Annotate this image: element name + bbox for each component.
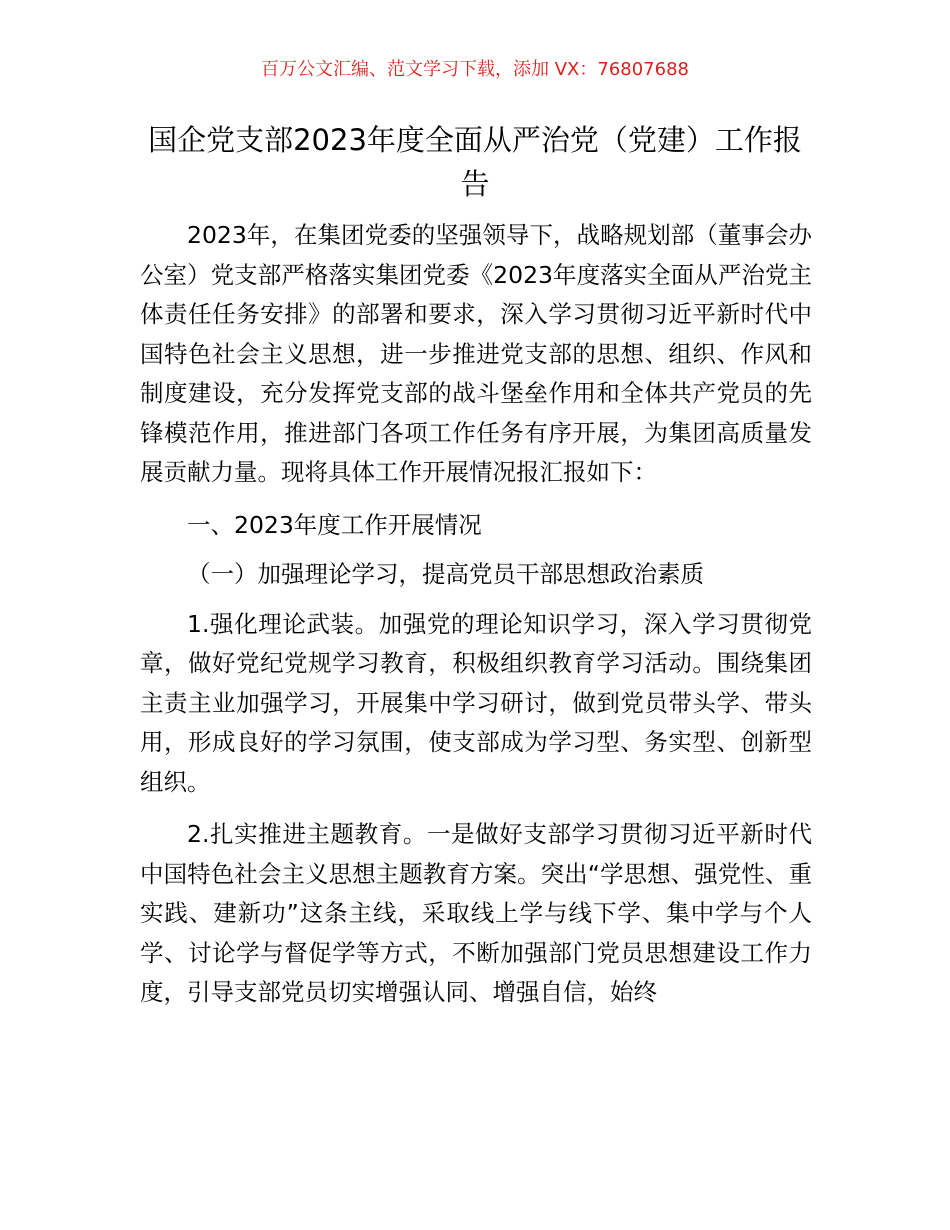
intro-paragraph: 2023年，在集团党委的坚强领导下，战略规划部（董事会办公室）党支部严格落实集团党委《2023年度落实全面从严治党主体责任任务安排》的部署和要求，深入学习贯彻习近平新时代中国特色社会主义思想，进一步推进党支部的思想、组织、作风和制度建设，充分发挥党支部的战斗堡垒作用和全体共产党员的先锋模范作用，推进部门各项工作任务有序开展，为集团高质量发展贡献力量。现将具体工作开展情况报汇报如下：: [140, 221, 812, 486]
section-heading: 一、2023年度工作开展情况: [187, 510, 482, 539]
subsection-heading: （一）加强理论学习，提高党员干部思想政治素质: [187, 560, 704, 588]
document-title: 国企党支部2023年度全面从严治党（党建）工作报告: [148, 123, 802, 201]
document-body: [140, 216, 812, 1026]
body-paragraph: 2.扎实推进主题教育。一是做好支部学习贯彻习近平新时代中国特色社会主义思想主题教育方案。突出“学思想、强党性、重实践、建新功”这条主线，采取线上学与线下学、集中学与个人学、讨论学与督促学等方式，不断加强部门党员思想建设工作力度，引导支部党员切实增强认同、增强自信，始终: [140, 820, 812, 1006]
body-paragraph: 1.强化理论武装。加强党的理论知识学习，深入学习贯彻党章，做好党纪党规学习教育，积极组织教育学习活动。围绕集团主责主业加强学习，开展集中学习研讨，做到党员带头学、带头用，形成良好的学习氛围，使支部成为学习型、务实型、创新型组织。: [140, 609, 812, 796]
watermark-header: 百万公文汇编、范文学习下载，添加 VX：76807688: [261, 59, 689, 80]
